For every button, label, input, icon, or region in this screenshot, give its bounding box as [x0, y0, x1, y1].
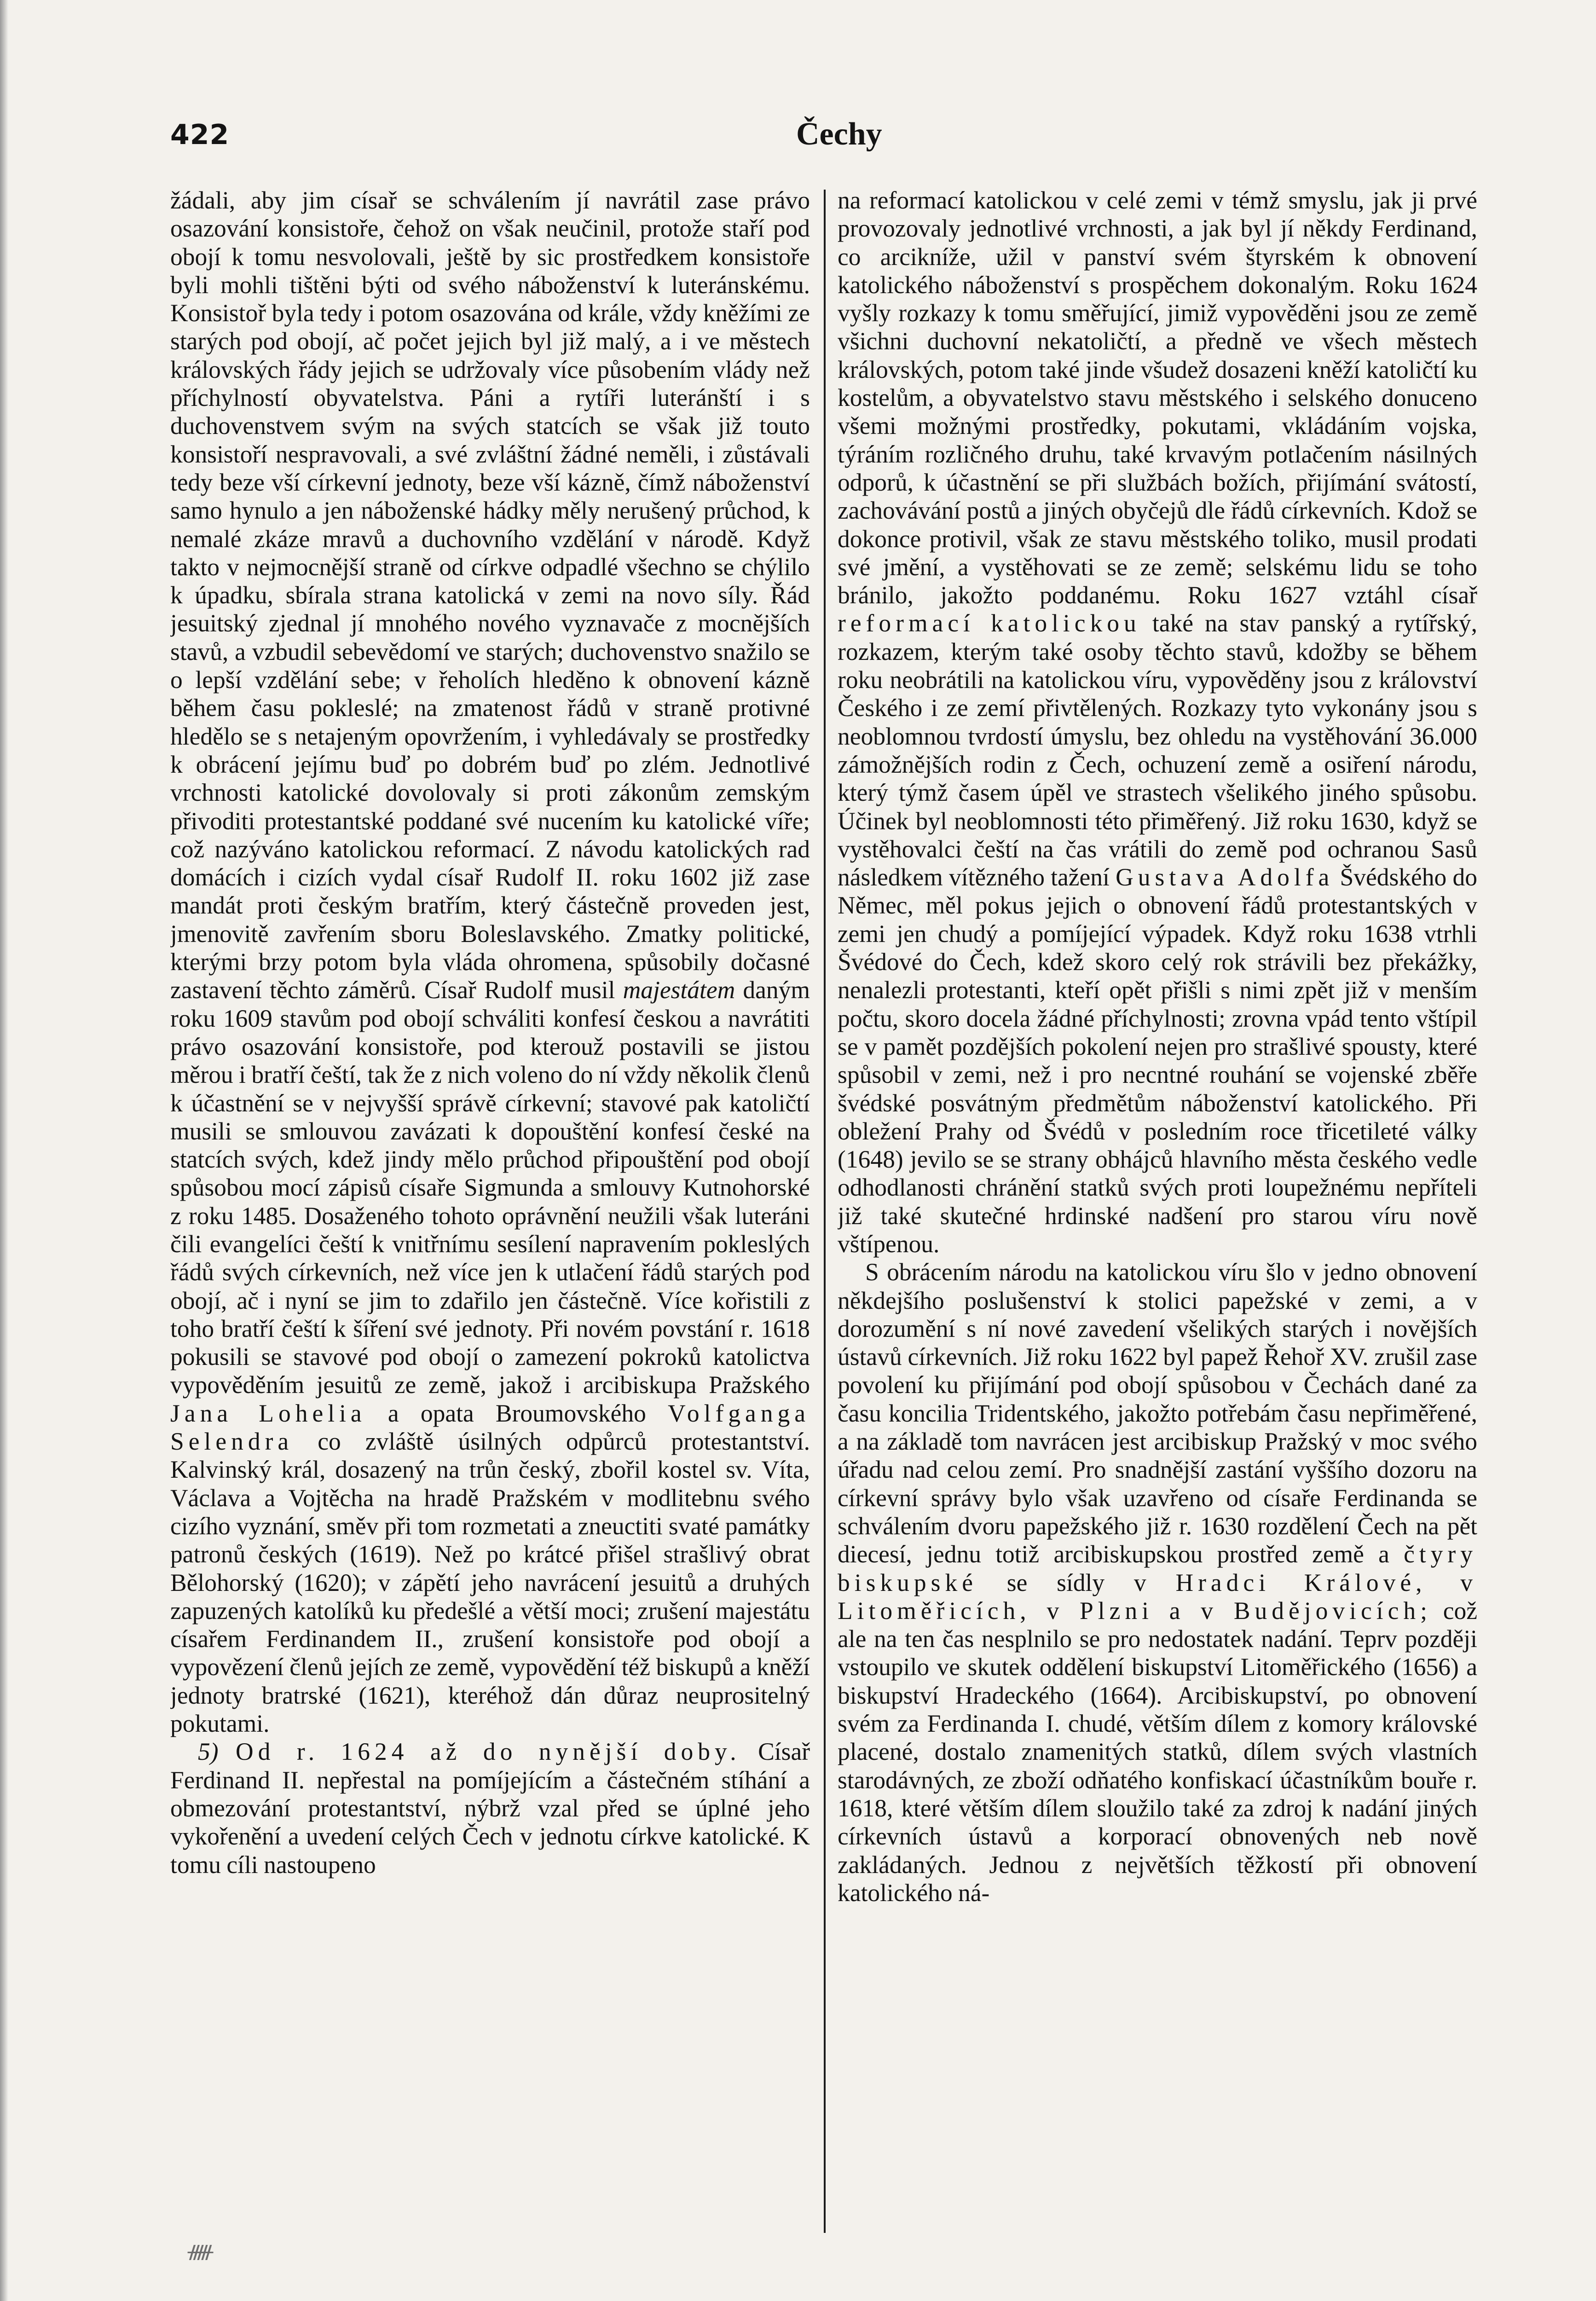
left-p1c-text: a opata Broumovského	[387, 1399, 646, 1427]
right-p1b-text: také na stav panský a rytířský, rozkazem, kterým také osoby těchto stavů, kdožby se během roku neobrátili na katolickou víru, vypověděny jsou z království Českého i ze zemí přivtělených. Rozkazy tyto vykonány jsou s neoblomnou tvrdostí úmyslu, bez ohledu na vystěhování 36.000 zámožnějších rodin z Čech, ochuzení země a osiření národu, který týmž časem úpěl ve strastech všelikého jiného spůsobu. Účinek byl neoblomnosti této přiměřený. Již roku 1630, když se vystěhovalci čeští na čas vrátili do země pod ochranou Sasů následkem vítězného tažení	[838, 609, 1477, 891]
page-header	[170, 116, 1468, 169]
section-number: 5)	[198, 1738, 219, 1766]
left-paragraph-1	[170, 186, 810, 1738]
page-number: 422	[170, 119, 230, 151]
right-p1-spaced-name: Gustava Adolfa	[1116, 863, 1334, 891]
right-p2-text: S obrácením národu na katolickou víru šlo v jedno obnovení někdejšího poslušenství k stolici papežské v zemi, a v dorozumění s ní nové zavedení všelikých starých i novějších ústavů církevních. Již roku 1622 byl papež Řehoř XV. zrušil zase povolení ku přijímání pod obojí spůsobou v Čechách dané za času koncilia Tridentského, jakožto potřebám času nepřiměřené, a na základě tom navrácen jest arcibiskup Pražský v moc svého úřadu nad celou zemí. Pro snadnější zastání vyššího dozoru na církevní správy bylo však uzavřeno od císaře Ferdinanda se schválením dvoru papežského již r. 1630 rozdělení Čech na pět diecesí, jednu totiž arcibiskupskou prostřed země a	[838, 1258, 1477, 1568]
left-p1-spaced-name-2: Volfganga Selendra	[170, 1399, 810, 1456]
right-paragraph-2	[838, 1258, 1477, 1907]
running-title: Čechy	[796, 116, 882, 152]
column-divider	[824, 190, 826, 2233]
ink-smudge-mark: ᚏ	[188, 2241, 214, 2262]
left-p2-text: Císař Ferdinand II. nepřestal na pomíjejícím a částečném stíhání a obmezování protestantství, nýbrž vzal před se úplné jeho vykořenění a uvedení celých Čech v jednotu církve katolické. K tomu cíli nastoupeno	[170, 1738, 810, 1879]
right-p2b-text: se sídly v	[1006, 1568, 1146, 1596]
right-p2-spaced-term: čtyry biskupské	[838, 1540, 1477, 1596]
left-p1-italic: majestátem	[623, 976, 735, 1004]
left-p1-text: žádali, aby jim císař se schválením jí navrátil zase právo osazování konsistoře, čehož on však neučinil, protože staří pod obojí k tomu nesvolovali, ještě by sic prostředkem konsistoře byli mohli tištěni býti od svého náboženství k luteránskému. Konsistoř byla tedy i potom osazována od krále, vždy kněžími ze starých pod obojí, ač počet jejich byl již malý, a i ve městech královských řády jejich se udržovaly více působením vlády než příchylností obyvatelstva. Páni a rytíři luteránští i s duchovenstvem svým na svých statcích se však již touto konsistoří nespravovali, a své zvláštní žádné neměli, i zůstávali tedy beze vší církevní jednoty, beze vší kázně, čímž náboženství samo hynulo a jen náboženské hádky měly nerušený průchod, k nemalé zkáze mravů a duchovního vzdělání v národě. Když takto v nejmocnější straně od církve odpadlé všechno se chýlilo k úpadku, sbírala strana katolická v zemi na novo síly. Řád jesuitský zjednal jí mnohého nového vyznavače z mocnějších stavů, a vzbudil sebevědomí ve starých; duchovenstvo snažilo se o lepší vzdělání sebe; v řeholích hleděno k obnovení kázně během času pokleslé; na zmatenost řádů v straně protivné hledělo se s netajeným opovržením, i vyhledávaly se prostředky k obrácení jejímu buď po dobrém buď po zlém. Jednotlivé vrchnosti katolické dovolovaly si proti zákonům zemským přivoditi protestantské poddané své nucením ku katolické víře; což nazýváno katolickou reformací. Z návodu katolických rad domácích i cizích vydal císař Rudolf II. roku 1602 již zase mandát proti českým bratřím, který částečně proveden jest, jmenovitě zavřením sboru Boleslavského. Zmatky politické, kterými brzy potom byla vláda ohromena, spůsobily dočasné zastavení těchto záměrů. Císař Rudolf musil	[170, 186, 810, 1004]
right-p1-text: na reformací katolickou v celé zemi v témž smyslu, jak ji prvé provozovaly jednotlivé vrchnosti, a jak byl jí někdy Ferdinand, co arcikníže, užil v panství svém štyrském k obnovení katolického náboženství s prospěchem dokonalým. Roku 1624 vyšly rozkazy k tomu směřující, jimiž vypověděni jsou ze země všichni duchovní nekatoličtí, a předně ve všech městech královských, potom také jinde všudež dosazeni kněží katoličtí ku kostelům, a obyvatelstvo stavu městského i selského donuceno všemi možnými prostředky, pokutami, vkládáním vojska, týráním rozličného druhu, také krvavým potlačením násilných odporů, k účastnění se při službách božích, přijímání svátostí, zachovávání postů a jiných obyčejů dle řádů církevních. Kdož se dokonce protivil, však ze stavu městského toliko, musil prodati své jmění, a vystěhovati se ze země; selskému lidu se toho bránilo, jakožto poddanému. Roku 1627 vztáhl císař	[838, 186, 1477, 609]
right-p1c-text: Švédského do Němec, měl pokus jejich o obnovení řádů protestantských v zemi jen chudý a pomíjející výpadek. Když roku 1638 vtrhli Švédové do Čech, kdež skoro celý rok strávili bez překážky, nenalezli protestanti, kteří opět přišli s nimi zpět již v menším počtu, skoro docela žádné příchylnosti; zrovna vpád tento vštípil se v pamět pozdějších pokolení nejen pro strašlivé spousty, které spůsobil v zemi, než i pro necntné rouhání se vojenské zběře švédské posvátným předmětům náboženství katolického. Při obležení Prahy od Švédů v posledním roce třicetileté války (1648) jevilo se se strany obhájců hlavního města českého vedle odhodlanosti chránění statků svých proti loupežnému nepříteli již také skutečné hrdinské nadšení pro starou víru nově vštípenou.	[838, 863, 1477, 1258]
right-paragraph-1	[838, 186, 1477, 1258]
right-column-text	[838, 186, 1477, 1907]
right-p1-spaced-term: reformací katolickou	[838, 609, 1141, 637]
scan-edge-shadow	[0, 0, 8, 2301]
left-paragraph-2	[170, 1738, 810, 1879]
left-p1d-text: co zvláště úsilných odpůrců protestantství. Kalvinský král, dosazený na trůn český, zbořil kostel sv. Víta, Václava a Vojtěcha na hradě Pražském v modlitebnu svého cizího vyznání, směv při tom rozmetati a zneuctiti svaté památky patronů českých (1619). Než po krátcé přišel strašlivý obrat Bělohorský (1620); v zápětí jeho navrácení jesuitů a druhých zapuzených katolíků ku předešlé a větší moci; zrušení majestátu císařem Ferdinandem II., zrušení konsistoře pod obojí a vypovězení členů jejích ze země, vypovědění též biskupů a kněží jednoty bratrské (1621), kteréhož dán důraz neuprositelný pokutami.	[170, 1428, 810, 1738]
right-p2c-text: což ale na ten čas nesplnilo se pro nedostatek nadání. Teprv později vstoupilo ve skutek oddělení biskupství Litoměřického (1656) a biskupství Hradeckého (1664). Arcibiskupství, po obnovení svém za Ferdinanda I. chudé, větším dílem z komory královské placené, dostalo znamenitých statků, dílem svých vlastních starodávných, ze zboží odňatého konfiskací účastníkům bouře r. 1618, které větším dílem sloužilo také za zdroj k nadání jiných církevních ústavů a korporací obnovených neb nově zakládaných. Jednou z největších těžkostí při obnovení katolického ná-	[838, 1596, 1477, 1907]
left-column-text	[170, 186, 810, 1879]
right-p2-spaced-places: Hradci Králové, v Litoměřicích, v Plzni a v Budějovicích;	[838, 1568, 1477, 1625]
right-column	[838, 186, 1477, 2239]
left-p1-spaced-name-1: Jana Lohelia	[170, 1399, 366, 1427]
section-heading: Od r. 1624 až do nynější doby.	[236, 1738, 741, 1766]
left-p1b-text: daným roku 1609 stavům pod obojí schváliti konfesí českou a navrátiti právo osazování konsistoře, pod kterouž postavili se jistou měrou i bratří čeští, tak že z nich voleno do ní vždy několik členů k účastnění se v nejvyšší správě církevní; stavové pak katoličtí musili se smlouvou zavázati k dopouštění konfesí české na statcích svých, kdež jindy mělo průchod připouštění pod obojí spůsobou mocí zápisů císaře Sigmunda a smlouvy Kutnohorské z roku 1485. Dosaženého tohoto oprávnění neužili však luteráni čili evangelíci čeští k vnitřnímu sesílení napravením pokleslých řádů svých církevních, než více jen k utlačení řádů starých pod obojí, ač i nyní se jim to zdařilo jen částečně. Více kořistili z toho bratří čeští k šíření své jednoty. Při novém povstání r. 1618 pokusili se stavové pod obojí o zamezení pokroků katolictva vypověděním jesuitů ze země, jakož i arcibiskupa Pražského	[170, 976, 810, 1399]
left-column	[170, 186, 810, 2239]
